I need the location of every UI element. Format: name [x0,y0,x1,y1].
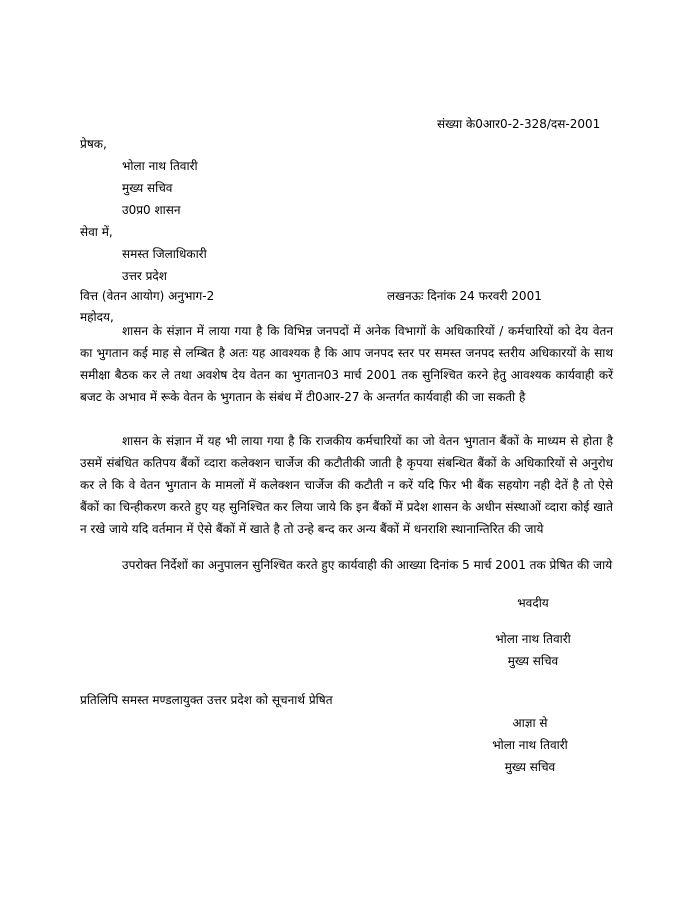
copy-signatory-designation: मुख्य सचिव [504,760,556,774]
recipient-name: समस्त जिलाधिकारी [122,247,207,261]
body-paragraph-2: शासन के संज्ञान में यह भी लाया गया है कि राजकीय कर्मचारियों का जो वेतन भुगतान बैंकों के माध्यम से होता है उसमें संबंधित कतिपय बैंकों व्दारा कलेक्शन चार्जेज की कटौतीकी जाती है कृपया संबन्धित बैंकों के अधिकारियों से अनुरोध कर ले कि वे वेतन भुगतान के मामलों में कलेक्शन चार्जेज की कटौती न करें यदि फिर भी बैंक सहयोग नही देतें है तो ऐसे बैंकों का चिन्हीकरण करते हुए यह सुनिश्चित कर लिया जाये कि इन बैंकों में प्रदेश शासन के अधीन संस्थाओं व्दारा कोई खाते न रखे जाये यदि वर्तमान में ऐसे बैंकों में खाते है तो उन्हे बन्द कर अन्य बैंकों में धनराशि स्थानान्तिरित की जाये [80,434,613,536]
by-order-line: आज्ञा से [512,716,548,730]
copy-to-line: प्रतिलिपि समस्त मण्डलायुक्त उत्तर प्रदेश को सूचनार्थ प्रेषित [80,693,333,707]
body-paragraph-3: उपरोक्त निर्देशों का अनुपालन सुनिश्चित करते हुए कार्यवाही की आख्या दिनांक 5 मार्च 2001 तक प्रेषित की जाये [122,558,613,572]
copy-signatory-name: भोला नाथ तिवारी [492,738,568,752]
sender-name: भोला नाथ तिवारी [122,159,198,173]
sender-heading: प्रेषक, [80,137,107,151]
signature-block [473,592,593,672]
signatory-name: भोला नाथ तिवारी [495,632,571,646]
recipient-heading: सेवा में, [80,225,113,239]
sender-office: उ0प्र0 शासन [122,203,181,217]
valediction: भवदीय [517,596,549,610]
salutation: महोदय, [80,310,114,324]
place-date-line: लखनऊः दिनांक 24 फरवरी 2001 [387,289,542,303]
recipient-place: उत्तर प्रदेश [122,269,167,283]
reference-number: संख्या के0आर0-2-328/दस-2001 [437,117,601,131]
copy-signature-block [470,712,590,778]
body-paragraph-1: शासन के संज्ञान में लाया गया है कि विभिन्न जनपदों में अनेक विभागों के अधिकारियों / कर्मचारियों को देय वेतन का भुगतान कई माह से लम्बित है अतः यह आवश्यक है कि आप जनपद स्तर पर समस्त जनपद स्तरीय अधिकारयों के साथ समीक्षा बैठक कर ले तथा अवशेष देय वेतन का भुगतान03 मार्च 2001 तक सुनिश्चित करने हेतु आवश्यक कार्यवाही करें बजट के अभाव में रूके वेतन के भुगतान के संबंध में टी0आर-27 के अन्तर्गत कार्यवाही की जा सकती है [80,324,613,404]
sender-designation: मुख्य सचिव [122,181,173,195]
signatory-designation: मुख्य सचिव [507,654,559,668]
department-line: वित्त (वेतन आयोग) अनुभाग-2 [80,289,215,303]
